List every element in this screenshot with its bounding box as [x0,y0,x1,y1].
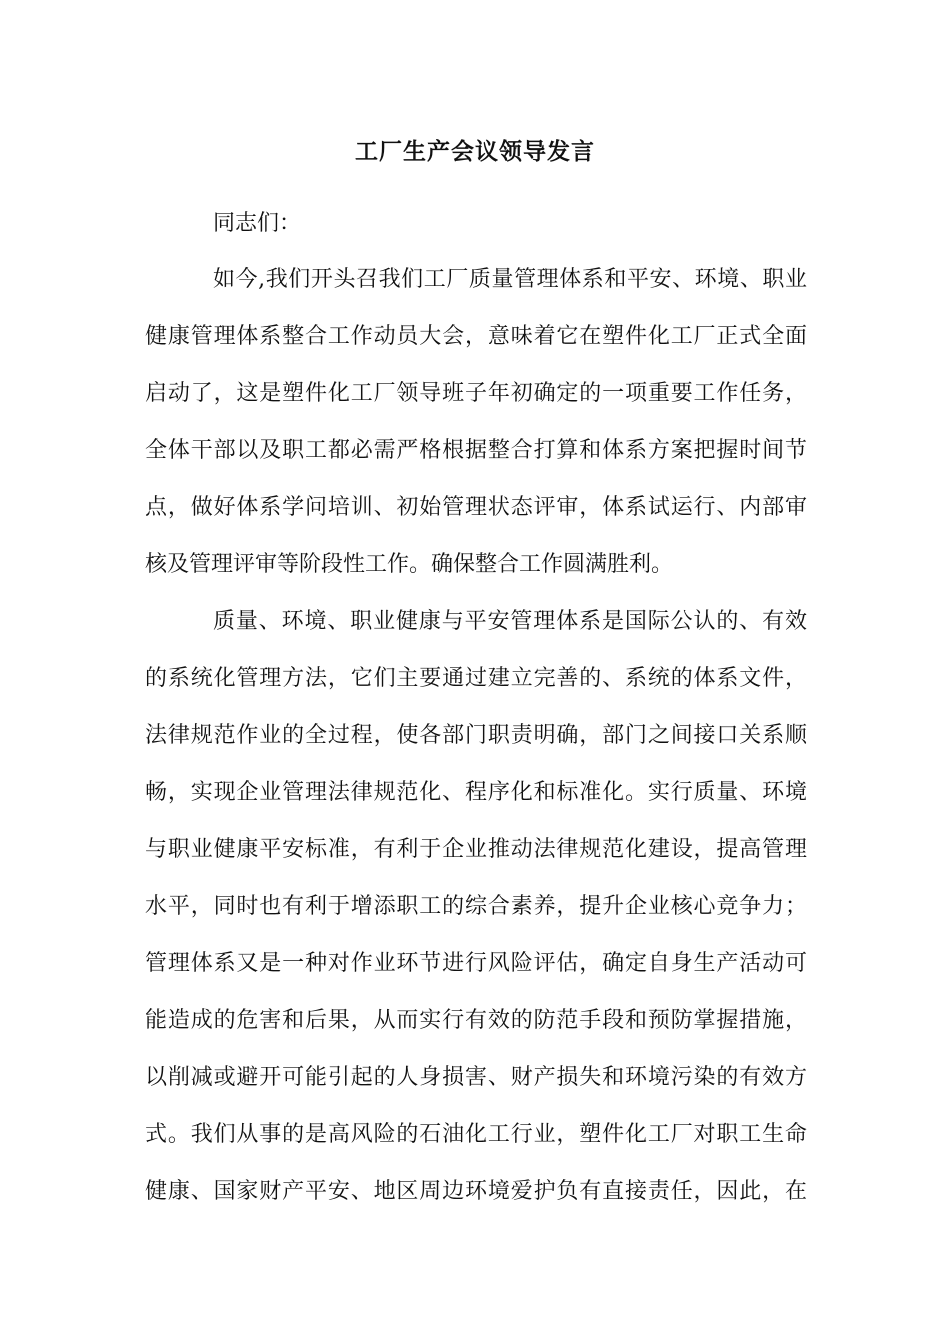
paragraph-line: 法律规范作业的全过程，使各部门职责明确，部门之间接口关系顺 [145,723,807,748]
paragraph-line: 如今,我们开头召我们工厂质量管理体系和平安、环境、职业 [213,267,807,292]
paragraph-line: 与职业健康平安标准，有利于企业推动法律规范化建设，提高管理 [145,837,807,862]
paragraph-line: 能造成的危害和后果，从而实行有效的防范手段和预防掌握措施， [145,1008,807,1033]
paragraph-line: 核及管理评审等阶段性工作。确保整合工作圆满胜利。 [145,552,674,577]
paragraph-line: 畅，实现企业管理法律规范化、程序化和标准化。实行质量、环境 [145,780,807,805]
paragraph-line: 健康、国家财产平安、地区周边环境爱护负有直接责任，因此，在 [145,1179,807,1204]
paragraph-line: 启动了，这是塑件化工厂领导班子年初确定的一项重要工作任务， [145,381,807,406]
paragraph-line: 质量、环境、职业健康与平安管理体系是国际公认的、有效 [213,609,807,634]
paragraph-line: 健康管理体系整合工作动员大会，意味着它在塑件化工厂正式全面 [145,324,807,349]
paragraph-line: 式。我们从事的是高风险的石油化工行业，塑件化工厂对职工生命 [145,1122,807,1147]
document-title: 工厂生产会议领导发言 [355,138,595,165]
paragraph-line: 以削减或避开可能引起的人身损害、财产损失和环境污染的有效方 [145,1065,807,1090]
paragraph-line: 管理体系又是一种对作业环节进行风险评估，确定自身生产活动可 [145,951,807,976]
paragraph-line: 全体干部以及职工都必需严格根据整合打算和体系方案把握时间节 [145,438,807,463]
salutation: 同志们： [213,211,302,236]
paragraph-line: 水平，同时也有利于增添职工的综合素养，提升企业核心竞争力； [145,894,807,919]
paragraph-line: 的系统化管理方法，它们主要通过建立完善的、系统的体系文件， [145,666,807,691]
paragraph-line: 点，做好体系学问培训、初始管理状态评审，体系试运行、内部审 [145,495,807,520]
